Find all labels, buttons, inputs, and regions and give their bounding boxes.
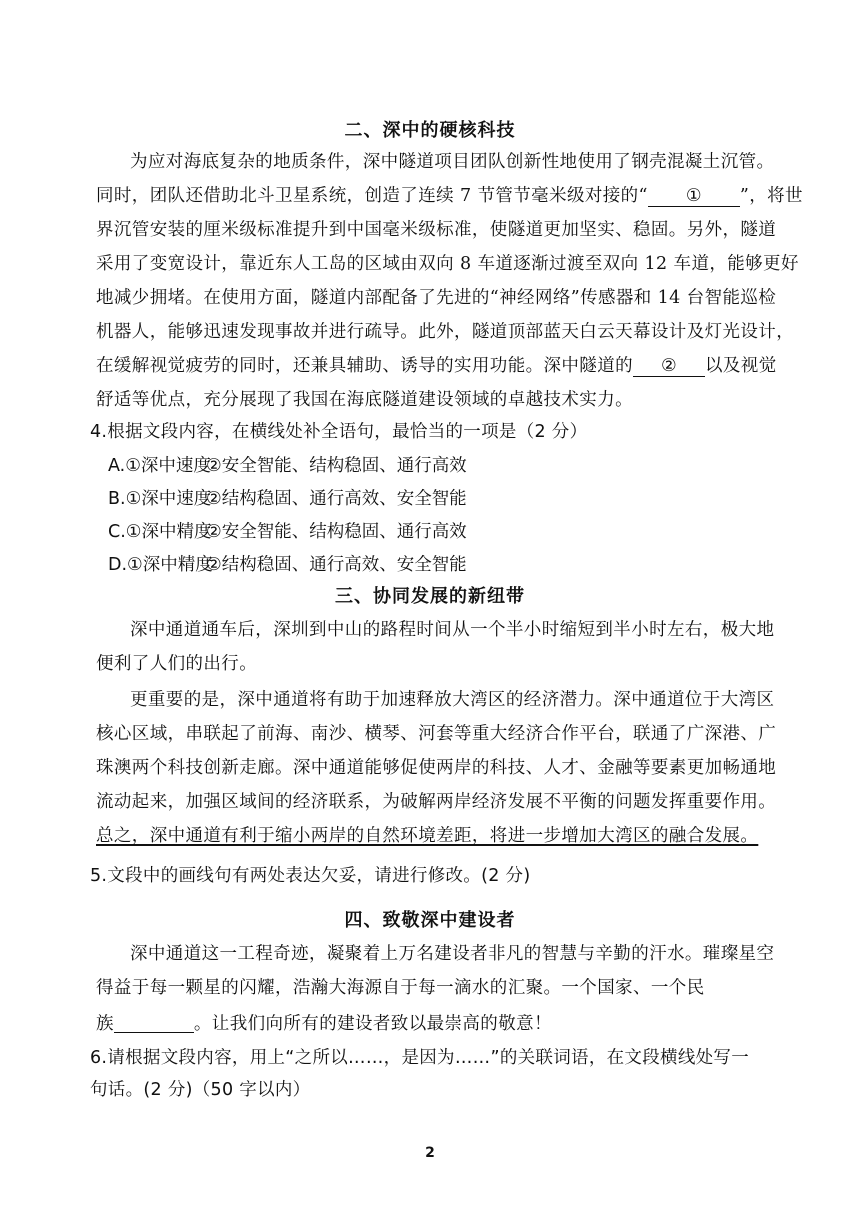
section-3-para-line: 深中通道通车后，深圳到中山的路程时间从一个半小时缩短到半小时左右，极大地: [130, 620, 775, 640]
section-2-title: 二、深中的硬核科技: [344, 120, 516, 141]
answer-blank: [114, 1014, 194, 1033]
page-number: 2: [425, 1145, 435, 1161]
option-d: D.①深中精度 ②结构稳固、通行高效、安全智能: [108, 555, 467, 575]
section-4-para-line: 族 。让我们向所有的建设者致以最崇高的敬意！: [96, 1014, 552, 1034]
section-2-para-line: 同时，团队还借助北斗卫星系统，创造了连续 7 节管节毫米级对接的“ ① ”，将世: [96, 186, 803, 206]
section-3-para-line: 核心区域，串联起了前海、南沙、横琴、河套等重大经济合作平台，联通了广深港、广: [96, 724, 777, 744]
section-4-para-line: 得益于每一颗星的闪耀，浩瀚大海源自于每一滴水的汇聚。一个国家、一个民: [96, 978, 705, 998]
question-5-stem: 5.文段中的画线句有两处表达欠妥，请进行修改。(2 分): [90, 866, 531, 886]
section-4-para-line: 深中通道这一工程奇迹，凝聚着上万名建设者非凡的智慧与辛勤的汗水。璀璨星空: [130, 944, 775, 964]
section-3-para-line: 流动起来，加强区域间的经济联系，为破解两岸经济发展不平衡的问题发挥重要作用。: [96, 792, 777, 812]
section-3-para-line: 更重要的是，深中通道将有助于加速释放大湾区的经济潜力。深中通道位于大湾区: [130, 690, 775, 710]
section-2-para-line: 为应对海底复杂的地质条件，深中隧道项目团队创新性地使用了钢壳混凝土沉管。: [130, 152, 775, 172]
section-2-para-line: 在缓解视觉疲劳的同时，还兼具辅助、诱导的实用功能。深中隧道的 ② 以及视觉: [96, 356, 777, 376]
question-6-stem: 6.请根据文段内容，用上“之所以……，是因为……”的关联词语，在文段横线处写一: [90, 1048, 750, 1068]
blank-1: ①: [648, 186, 740, 207]
question-6-stem-cont: 句话。(2 分)（50 字以内）: [90, 1080, 311, 1100]
option-c: C.①深中精度 ②安全智能、结构稳固、通行高效: [108, 522, 467, 542]
section-2-para-line: 机器人，能够迅速发现事故并进行疏导。此外，隧道顶部蓝天白云天幕设计及灯光设计，: [96, 322, 795, 342]
section-2-para-line: 界沉管安装的厘米级标准提升到中国毫米级标准，使隧道更加坚实、稳固。另外，隧道: [96, 220, 777, 240]
section-2-para-line: 地减少拥堵。在使用方面，隧道内部配备了先进的“神经网络”传感器和 14 台智能巡检: [96, 288, 777, 308]
underlined-sentence: 总之，深中通道有利于缩小两岸的自然环境差距，将进一步增加大湾区的融合发展。: [96, 826, 759, 846]
question-4-stem: 4.根据文段内容，在横线处补全语句，最恰当的一项是（2 分）: [90, 422, 588, 442]
option-b: B.①深中速度 ②结构稳固、通行高效、安全智能: [108, 489, 467, 509]
blank-2: ②: [633, 356, 705, 377]
section-2-para-line: 采用了变宽设计，靠近东人工岛的区域由双向 8 车道逐渐过渡至双向 12 车道，能够更好: [96, 254, 799, 274]
section-3-title: 三、协同发展的新纽带: [335, 586, 525, 607]
section-3-para-line: 便利了人们的出行。: [96, 654, 258, 674]
option-a: A.①深中速度 ②安全智能、结构稳固、通行高效: [108, 456, 467, 476]
section-4-title: 四、致敬深中建设者: [344, 910, 516, 931]
section-3-para-line: 珠澳两个科技创新走廊。深中通道能够促使两岸的科技、人才、金融等要素更加畅通地: [96, 758, 777, 778]
section-2-para-line: 舒适等优点，充分展现了我国在海底隧道建设领域的卓越技术实力。: [96, 390, 633, 410]
